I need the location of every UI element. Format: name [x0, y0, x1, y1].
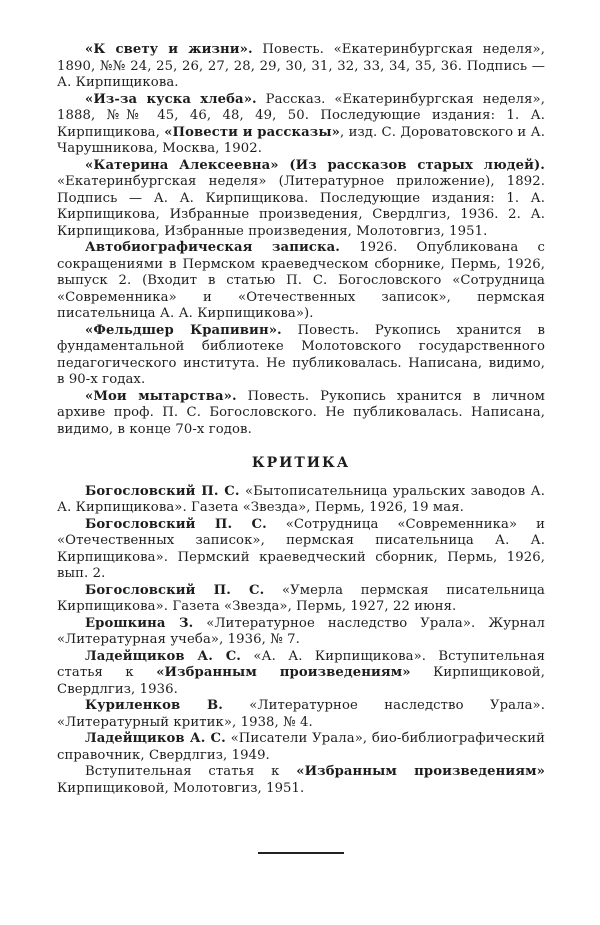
- entry-text-segment: Рассказ. «Екатеринбургская неделя», 1888, №№ 45, 46, 48, 49, 50. Последующие издания: 1. А. Кирпищикова,: [57, 91, 545, 140]
- entry-title-segment: Ладейщиков А. С.: [85, 731, 226, 746]
- entry-text-segment: Повесть. Рукопись хранится в фундаментальной библиотеке Молотовского государственного педагогического института. Не публиковалась. Написана, видимо, в 90-х годах.: [57, 322, 546, 387]
- entry-text-segment: «А. А. Кирпищикова». Вступительная статья к: [57, 648, 546, 680]
- entry-title-segment: «Катерина Алексеевна» (Из рассказов старых людей).: [85, 157, 545, 173]
- bibliography-entry: [57, 42, 545, 92]
- entry-text-segment: Вступительная статья к: [85, 764, 297, 779]
- criticism-entry: [57, 649, 545, 699]
- entry-text-segment: «Литературное наследство Урала». Журнал «Литературная учеба», 1936, № 7.: [57, 615, 545, 647]
- entry-text-segment: «Умерла пермская писательница Кирпищикова». Газета «Звезда», Пермь, 1927, 22 июня.: [57, 582, 545, 614]
- criticism-entry: [57, 764, 545, 797]
- entry-text-segment: Кирпищиковой, Молотовгиз, 1951.: [57, 780, 305, 796]
- bibliography-entry: [57, 158, 545, 241]
- criticism-entry: [57, 517, 545, 583]
- bibliography-entry: [57, 92, 545, 158]
- criticism-entry: [57, 484, 545, 517]
- criticism-heading: КРИТИКА: [251, 455, 351, 471]
- entry-text-segment: «Сотрудница «Современника» и «Отечественных записок», пермская писательница А. А. Кирпищикова». Пермский краеведческий сборник, Пермь, 1926, вып. 2.: [57, 516, 545, 581]
- entry-title-segment: «Из-за куска хлеба».: [85, 91, 257, 107]
- entry-text-segment: Повесть. «Екатеринбургская неделя», 1890, №№ 24, 25, 26, 27, 28, 29, 30, 31, 32, 33, 34, 35, 36. Подпись — А. Кирпищикова.: [57, 42, 545, 90]
- criticism-section: [57, 484, 545, 798]
- bibliography-entry: [57, 323, 545, 389]
- entry-text-segment: Кирпищиковой, Свердлгиз, 1936.: [57, 665, 545, 697]
- entry-title-segment: «К свету и жизни».: [85, 42, 253, 57]
- entry-title-segment: «Избранным произведениям»: [296, 764, 545, 779]
- entry-text-segment: Повесть. Рукопись хранится в личном архиве проф. П. С. Богословского. Не публиковалась. Написана, видимо, в конце 70-х годов.: [57, 388, 546, 437]
- entry-title-segment: Богословский П. С.: [85, 483, 240, 499]
- entry-text-segment: «Бытописательница уральских заводов А. А. Кирпищикова». Газета «Звезда», Пермь, 1926, 19 мая.: [57, 483, 545, 515]
- criticism-entry: [57, 731, 545, 764]
- section-divider: [258, 852, 344, 854]
- criticism-entry: [57, 698, 545, 731]
- entry-title-segment: Богословский П. С.: [85, 582, 265, 598]
- bibliography-section: [57, 42, 545, 438]
- entry-title-segment: Куриленков В.: [85, 698, 223, 713]
- criticism-entry: [57, 583, 545, 616]
- entry-text-segment: «Екатеринбургская неделя» (Литературное приложение), 1892. Подпись — А. А. Кирпищикова. Последующие издания: 1. А. Кирпищикова, Избранные произведения, Свердлгиз, 1936. 2. А. Кирпищикова, Избранные произведения, Молотовгиз, 1951.: [57, 174, 545, 239]
- entry-title-segment: «Фельдшер Крапивин».: [85, 322, 282, 338]
- bibliography-entry: [57, 389, 545, 439]
- entry-title-segment: Ладейщиков А. С.: [85, 648, 241, 664]
- entry-title-segment: Богословский П. С.: [85, 516, 267, 532]
- entry-title-segment: «Избранным произведениям»: [156, 665, 411, 680]
- entry-title-segment: «Повести и рассказы»: [164, 124, 340, 140]
- entry-text-segment: , изд. С. Дороватовского и А. Чарушникова, Москва, 1902.: [57, 124, 545, 156]
- entry-text-segment: «Писатели Урала», био-библиографический справочник, Свердлгиз, 1949.: [57, 731, 545, 763]
- entry-title-segment: Автобиографическая записка.: [85, 240, 340, 255]
- entry-title-segment: Ерошкина З.: [85, 615, 194, 631]
- entry-title-segment: «Мои мытарства».: [85, 388, 237, 404]
- entry-text-segment: «Литературное наследство Урала». «Литературный критик», 1938, № 4.: [57, 698, 545, 730]
- criticism-entry: [57, 616, 545, 649]
- bibliography-entry: [57, 240, 545, 323]
- entry-text-segment: 1926. Опубликована с сокращениями в Пермском краеведческом сборнике, Пермь, 1926, выпуск 2. (Входит в статью П. С. Богословского «Сотрудница «Современника» и «Отечественных записок», пермская писательница А. А. Кирпищикова»).: [57, 240, 545, 321]
